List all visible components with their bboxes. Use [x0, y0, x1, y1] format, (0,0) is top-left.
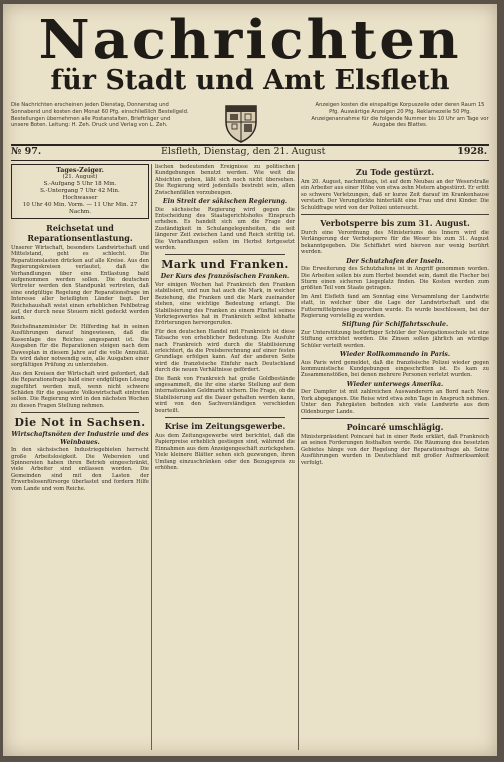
article-separator — [301, 418, 489, 419]
article-subheadline: Der Kurs des französischen Franken. — [160, 273, 290, 281]
article-paragraph: Die Erweiterung des Schutzhafens ist in Angriff genommen worden. Die Arbeiten sollen bis zum Herbst beendet sein, damit die Fischer bei Sturm einen sicheren Liegeplatz finden. Die Kosten werden zum größten Teil vom Staate getragen. — [301, 266, 489, 292]
article-paragraph: lischen bedeutenden Ereignisse zu politischen Kundgebungen benutzt werden. Wie weit die Absichten gehen, läßt sich noch nicht übersehen. Die Regierung wird jedenfalls bestrebt sein, allen Zwischenfällen vorzubeugen. — [155, 164, 295, 196]
article-separator — [165, 254, 285, 255]
day-info-title: Tages-Zeiger. — [56, 166, 104, 174]
newspaper-subtitle: für Stadt und Amt Elsfleth — [50, 65, 450, 96]
article-separator — [301, 214, 489, 215]
column-divider — [298, 164, 299, 750]
subscription-note: Die Nachrichten erscheinen jeden Dienstag, Donnerstag und Sonnabend und kosten den Monat 60 Pfg. einschließlich Bestellgeld. Bestellungen übernehmen alle Postanstalten, Briefträger und unsere Boten. Leitung: H. Zeh. Druck und Verlag von L. Zeh. — [11, 102, 189, 129]
article-headline: Reichsetat und Reparationsentlastung. — [27, 223, 133, 243]
article-subheadline: Der Schutzhafen der Inseln. — [346, 257, 444, 265]
article-headline: Zu Tode gestürzt. — [355, 167, 435, 177]
sunset-line: S.-Untergang 7 Uhr 42 Min. — [40, 188, 120, 194]
issue-year: 1928. — [457, 146, 487, 157]
article-headline: Mark und Franken. — [161, 258, 289, 272]
article-paragraph: Am 20. August, nachmittags, ist auf dem Neubau an der Weserstraße ein Arbeiter aus einer Höhe von etwa zehn Metern abgestürzt. Er erlitt so schwere Verletzungen, daß er kurze Zeit darauf im Krankenhause verstarb. Der Verunglückte hinterläßt eine Frau und drei Kinder. Die Schuldfrage wird von der Polizei untersucht. — [301, 179, 489, 211]
masthead — [11, 8, 489, 129]
article-paragraph: Reichsfinanzminister Dr. Hilferding hat in seinen Ausführungen darauf hingewiesen, daß die Kassenlage des Reiches angespannt ist. Die Ausgaben für die Reparationen steigen nach dem Dawesplan in diesem Jahre auf die volle Annuität. Es wird daher notwendig sein, alle Ausgaben einer sorgfältigen Prüfung zu unterziehen. — [11, 323, 149, 369]
tide-label: Hochwasser — [62, 195, 98, 201]
article-paragraph: Die sächsische Regierung wird gegen die Entscheidung des Staatsgerichtshofes Einspruch erheben. Es handelt sich um die Frage der Zuständigkeit in Schulangelegenheiten, die seit längerer Zeit zwischen Land und Reich strittig ist. Die Verhandlungen sollen im Herbst fortgesetzt werden. — [155, 206, 295, 251]
column-1 — [11, 164, 149, 750]
article-subheadline: Wieder unterwegs Amerika. — [346, 380, 444, 388]
article-paragraph: Durch eine Verordnung des Ministeriums des Innern wird die Verlängerung der Verbotsperre für die Weser bis zum 31. August bekanntgegeben. Die Schiffahrt wird hiervon nur wenig berührt werden. — [301, 230, 489, 256]
advertising-note: Anzeigen kosten die einspaltige Korpuszeile oder deren Raum 15 Pfg. Auswärtige Anzeigen 20 Pfg. Reklamezeile 50 Pfg. Anzeigenannahme für die folgende Nummer bis 10 Uhr am Tage vor Ausgabe des Blattes. — [311, 102, 489, 129]
day-info-box — [11, 164, 149, 219]
column-2 — [155, 164, 295, 750]
article-paragraph: Aus Paris wird gemeldet, daß die französische Polizei wieder gegen kommunistische Kundgebungen eingeschritten ist. Es kam zu Zusammenstößen, bei denen mehrere Personen verletzt wurden. — [301, 359, 489, 379]
issue-date: Elsfleth, Dienstag, den 21. August — [161, 146, 326, 157]
article-headline: Verbotsperre bis zum 31. August. — [320, 218, 470, 229]
day-info-date: (21. August) — [62, 174, 98, 180]
article-paragraph: Vor einigen Wochen hat Frankreich den Franken stabilisiert, und nun hat auch die Mark, in welcher Beziehung, die Franken und die Mark zueinander stehen, eine wichtige Bedeutung erlangt. Die Stabilisierung des Franken zu einem Fünftel seines Vorkriegswertes hat in Frankreich selbst lebhafte Erörterungen hervorgerufen. — [155, 281, 295, 327]
article-paragraph: Unserer Wirtschaft, besonders Landwirtschaft und Mittelstand, geht es schlecht. Die Reparationslasten drücken auf alle Kreise. Aus den Regierungskreisen verlautet, daß die Verhandlungen über eine Entlastung bald aufgenommen werden sollen. Die deutschen Vertreter werden den Standpunkt vertreten, daß eine endgültige Regelung der Reparationsfrage im Interesse aller beteiligten Länder liegt. Der Reichshaushalt weist einen erheblichen Fehlbetrag auf, der durch neue Steuern nicht gedeckt werden kann. — [11, 245, 149, 322]
column-divider — [151, 164, 152, 750]
column-3 — [301, 164, 489, 750]
newspaper-page — [3, 4, 497, 756]
header-rule-bottom — [11, 160, 489, 161]
article-paragraph: Der Dampfer ist mit zahlreichen Auswanderern an Bord nach New York abgegangen. Die Reise wird etwa zehn Tage in Anspruch nehmen. Unter den Fahrgästen befinden sich viele Landwirte aus dem Oldenburger Lande. — [301, 389, 489, 415]
issue-number: № 97. — [11, 146, 42, 157]
article-subheadline: Ein Streit der säkischen Regierung. — [162, 198, 288, 206]
article-paragraph: Ministerpräsident Poincaré hat in einer Rede erklärt, daß Frankreich an seinen Forderungen festhalten werde. Die Räumung des besetzten Gebietes hänge von der Regelung der Reparationsfrage ab. Seine Ausführungen wurden in Deutschland mit großer Aufmerksamkeit verfolgt. — [301, 433, 489, 466]
article-paragraph: Die Bank von Frankreich hat große Goldbestände angesammelt, die ihr eine starke Stellung auf dem internationalen Geldmarkt sichern. Die Frage, ob die Stabilisierung auf die Dauer gehalten werden kann, wird von den Sachverständigen verschieden beurteilt. — [155, 375, 295, 414]
article-headline: Die Not in Sachsen. — [14, 416, 146, 430]
issue-info-bar — [11, 145, 489, 159]
article-paragraph: Zur Unterstützung bedürftiger Schüler der Navigationsschule ist eine Stiftung errichtet worden. Die Zinsen sollen jährlich an würdige Schüler verteilt werden. — [301, 329, 489, 349]
article-headline: Krise im Zeitungsgewerbe. — [164, 421, 286, 431]
article-subheadline: Stiftung für Schiffahrtsschule. — [341, 321, 449, 329]
newspaper-title: Nachrichten — [38, 8, 462, 72]
article-separator — [21, 412, 139, 413]
tide-times: 10 Uhr 40 Min. Vorm. — 11 Uhr Min. 27 Nachm. — [22, 202, 138, 215]
article-subheadline: Wirtschaftsnöten der Industrie und des Weinbaues. — [11, 431, 149, 446]
article-separator — [165, 417, 285, 418]
article-paragraph: Für den deutschen Handel mit Frankreich ist diese Tatsache von erheblicher Bedeutung. Die Ausfuhr nach Frankreich wird durch die Stabilisierung erleichtert, da die Preisberechnung auf einer festen Grundlage erfolgen kann. Auf der anderen Seite wird die französische Einfuhr nach Deutschland durch die neuen Verhältnisse gefördert. — [155, 328, 295, 374]
article-paragraph: Aus den Kreisen der Wirtschaft wird gefordert, daß die Reparationsfrage bald einer endgültigen Lösung zugeführt werden muß, wenn nicht schwere Schäden für die gesamte Volkswirtschaft eintreten sollen. Die Regierung wird in den nächsten Wochen zu diesen Fragen Stellung nehmen. — [11, 370, 149, 409]
article-headline: Poincaré umschlägig. — [346, 421, 444, 432]
sunrise-line: S.-Aufgang 5 Uhr 18 Min. — [43, 181, 117, 187]
article-paragraph: In den sächsischen Industriegebieten herrscht große Arbeitslosigkeit. Die Webereien und Spinnereien haben ihren Betrieb eingeschränkt, viele Arbeiter sind entlassen worden. Die Gemeinden sind mit den Lasten der Erwerbslosenfürsorge überlastet und fordern Hilfe vom Lande und vom Reiche. — [11, 447, 149, 492]
article-paragraph: Im Amt Elsfleth fand am Sonntag eine Versammlung der Landwirte statt, in welcher über die Lage der Landwirtschaft und die Futtermittelpreise gesprochen wurde. Es wurde beschlossen, bei der Regierung vorstellig zu werden. — [301, 293, 489, 319]
article-subheadline: Wieder Rollkommando in Paris. — [339, 351, 451, 359]
coat-of-arms-icon — [223, 102, 259, 144]
article-paragraph: Aus dem Zeitungsgewerbe wird berichtet, daß die Papierpreise erheblich gestiegen sind, während die Einnahmen aus dem Anzeigengeschäft zurückgehen. Viele kleinere Blätter sehen sich gezwungen, ihren Umfang einzuschränken oder den Bezugspreis zu erhöhen. — [155, 433, 295, 472]
